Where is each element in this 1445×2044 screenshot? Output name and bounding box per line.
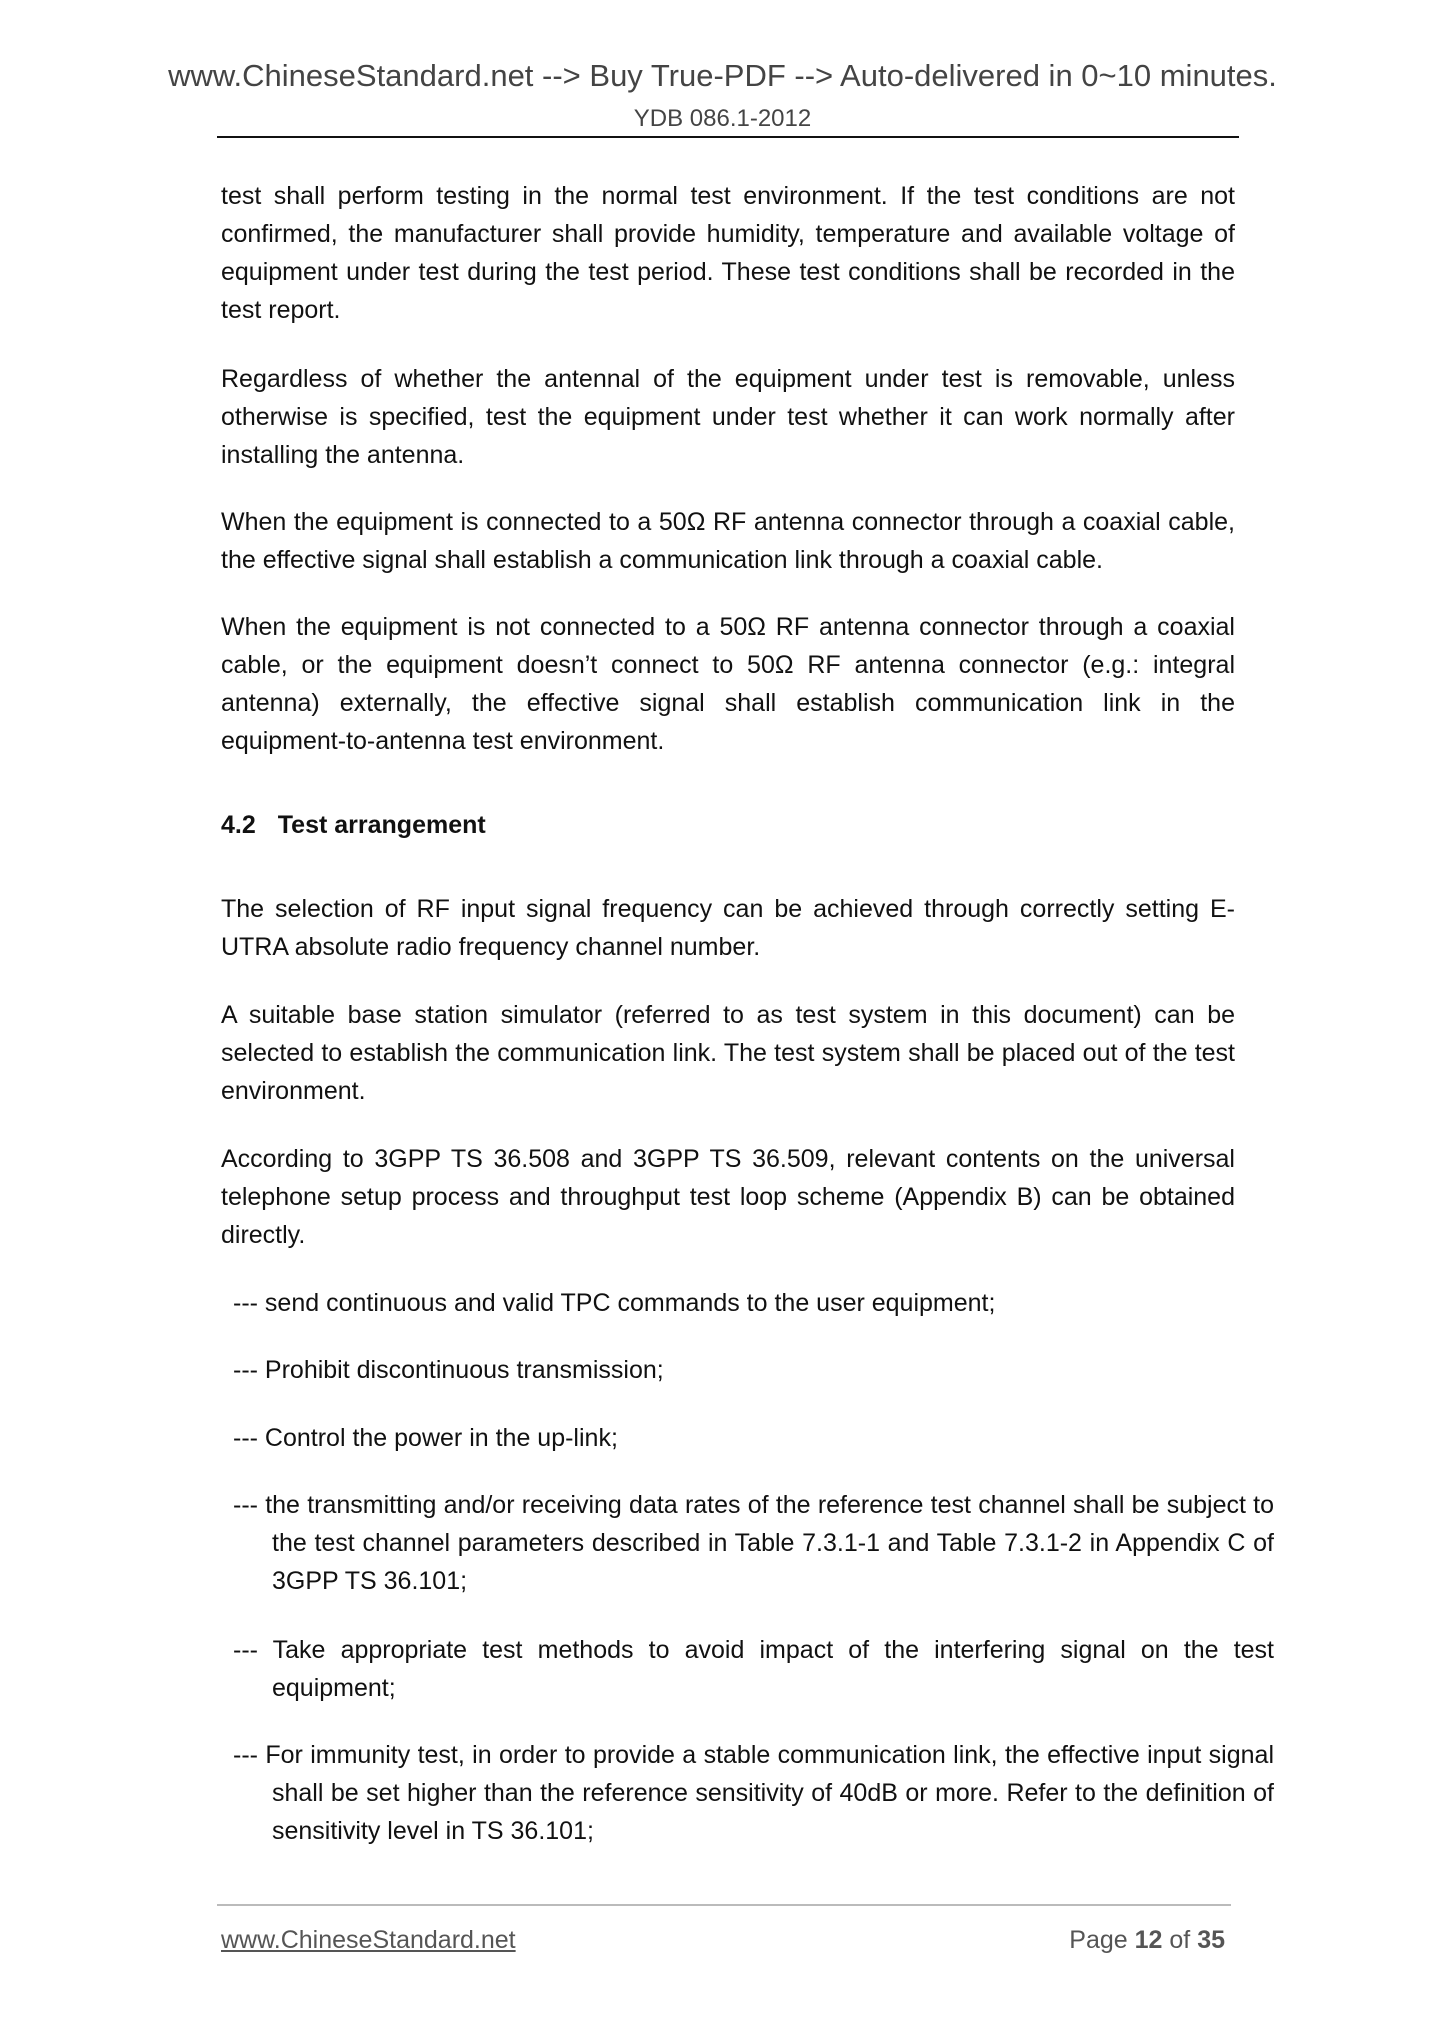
footer-website-link[interactable]: www.ChineseStandard.net (221, 1926, 516, 1954)
current-page: 12 (1134, 1926, 1163, 1954)
page-number (1069, 1926, 1225, 1955)
header-divider (217, 136, 1239, 138)
list-item: --- Control the power in the up-link; (233, 1424, 618, 1452)
paragraph: Regardless of whether the antennal of the equipment under test is removable, unless otherwise is specified, test the equipment under test whether it can work normally after installing the antenna. (221, 365, 1235, 469)
of-word: of (1169, 1926, 1191, 1954)
footer-divider (217, 1904, 1231, 1906)
list-item: --- the transmitting and/or receiving data rates of the reference test channel shall be subject to the test channel parameters described in Table 7.3.1-1 and Table 7.3.1-2 in Appendix C of 3GPP TS 36.101; (233, 1491, 1274, 1595)
list-item: --- Prohibit discontinuous transmission; (233, 1356, 664, 1384)
total-pages: 35 (1197, 1926, 1225, 1954)
paragraph: test shall perform testing in the normal test environment. If the test conditions are not confirmed, the manufacturer shall provide humidity, temperature and available voltage of equipment under test during the test period. These test conditions shall be recorded in the test report. (221, 182, 1235, 324)
paragraph: When the equipment is connected to a 50Ω RF antenna connector through a coaxial cable, the effective signal shall establish a communication link through a coaxial cable. (221, 508, 1235, 574)
document-id: YDB 086.1-2012 (633, 105, 812, 132)
list-item: --- For immunity test, in order to provide a stable communication link, the effective input signal shall be set higher than the reference sensitivity of 40dB or more. Refer to the definition of sensitivity level in TS 36.101; (233, 1741, 1274, 1845)
section-heading (221, 806, 1235, 844)
list-item: --- send continuous and valid TPC commands to the user equipment; (233, 1289, 996, 1317)
header-banner: www.ChineseStandard.net --> Buy True-PDF --> Auto-delivered in 0~10 minutes. (168, 58, 1277, 93)
list-item: --- Take appropriate test methods to avoid impact of the interfering signal on the test equipment; (233, 1636, 1274, 1702)
section-title: Test arrangement (277, 811, 486, 839)
section-number: 4.2 (221, 811, 256, 839)
paragraph: When the equipment is not connected to a 50Ω RF antenna connector through a coaxial cable, or the equipment doesn’t connect to 50Ω RF antenna connector (e.g.: integral antenna) externally, the effective signal shall establish communication link in the equipment-to-antenna test environment. (221, 613, 1235, 755)
paragraph: According to 3GPP TS 36.508 and 3GPP TS 36.509, relevant contents on the universal telephone setup process and throughput test loop scheme (Appendix B) can be obtained directly. (221, 1145, 1235, 1249)
paragraph: The selection of RF input signal frequency can be achieved through correctly setting E-UTRA absolute radio frequency channel number. (221, 895, 1235, 961)
page-word: Page (1069, 1926, 1128, 1954)
paragraph: A suitable base station simulator (referred to as test system in this document) can be selected to establish the communication link. The test system shall be placed out of the test environment. (221, 1001, 1235, 1105)
